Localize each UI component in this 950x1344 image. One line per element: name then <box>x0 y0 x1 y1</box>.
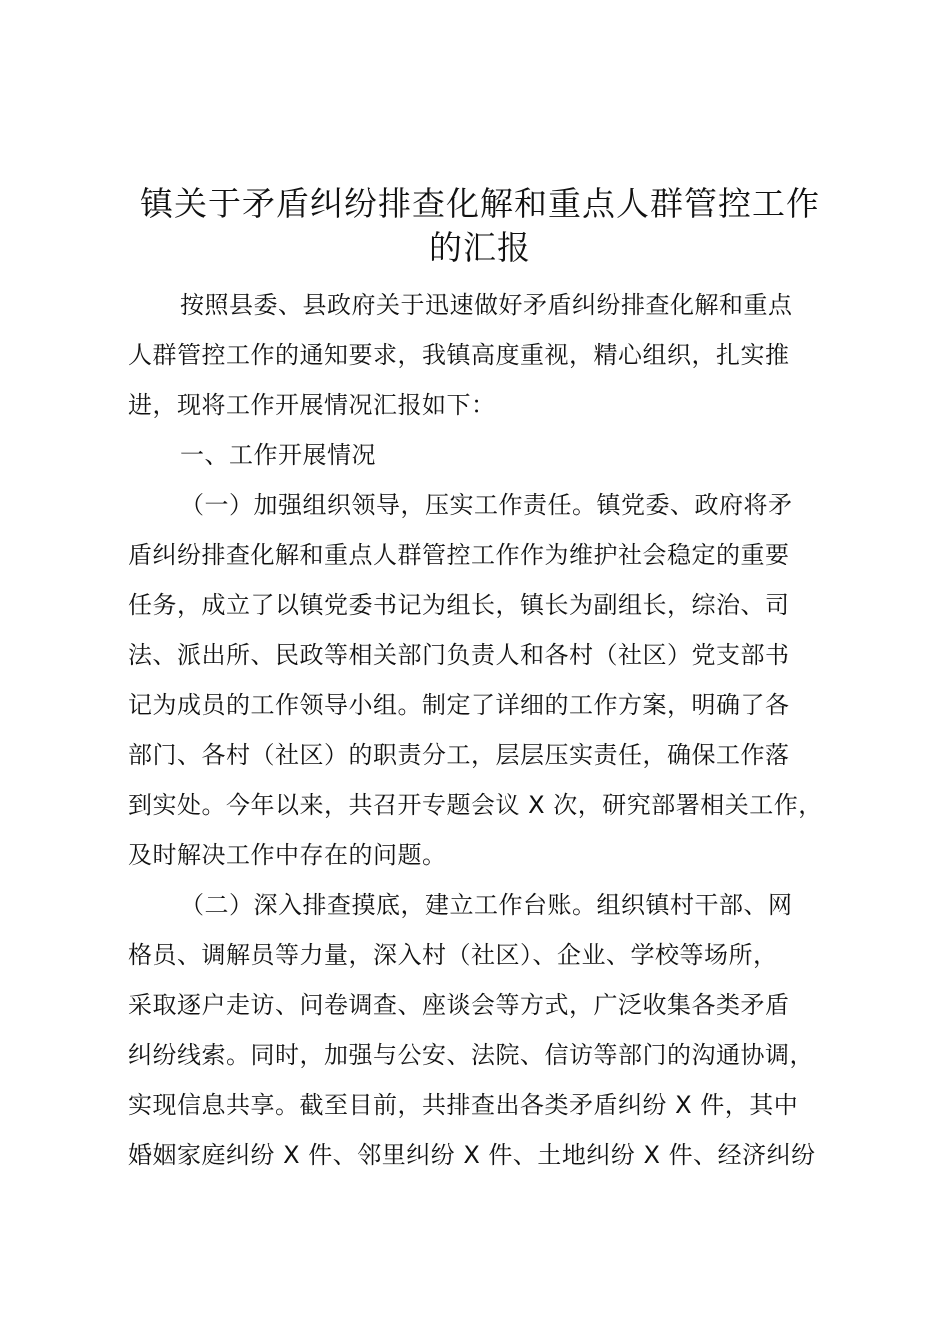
para2-line-2: 格员、调解员等力量，深入村（社区）、企业、学校等场所， <box>128 941 778 969</box>
para2-line-3: 采取逐户走访、问卷调查、座谈会等方式，广泛收集各类矛盾 <box>128 991 790 1019</box>
document-title <box>100 182 860 270</box>
section-heading-1: 一、工作开展情况 <box>180 441 376 469</box>
title-line-1: 镇关于矛盾纠纷排查化解和重点人群管控工作 <box>140 184 820 223</box>
document-body <box>128 280 868 1180</box>
para1-line-7: 到实处。今年以来，共召开专题会议 X 次，研究部署相关工作， <box>128 791 823 819</box>
para1-line-6: 部门、各村（社区）的职责分工，层层压实责任，确保工作落 <box>128 741 790 769</box>
para1-line-5: 记为成员的工作领导小组。制定了详细的工作方案，明确了各 <box>128 691 790 719</box>
para2-line-4: 纠纷线索。同时，加强与公安、法院、信访等部门的沟通协调， <box>128 1041 814 1069</box>
para2-line-6: 婚姻家庭纠纷 X 件、邻里纠纷 X 件、土地纠纷 X 件、经济纠纷 <box>128 1141 816 1169</box>
para1-line-1: （一）加强组织领导，压实工作责任。镇党委、政府将矛 <box>180 491 793 519</box>
para1-line-4: 法、派出所、民政等相关部门负责人和各村（社区）党支部书 <box>128 641 790 669</box>
para1-line-2: 盾纠纷排查化解和重点人群管控工作作为维护社会稳定的重要 <box>128 541 790 569</box>
para2-line-1: （二）深入排查摸底，建立工作台账。组织镇村干部、网 <box>180 891 793 919</box>
title-line-2: 的汇报 <box>429 228 531 267</box>
intro-line-2: 人群管控工作的通知要求，我镇高度重视，精心组织，扎实推 <box>128 341 790 369</box>
para1-line-8: 及时解决工作中存在的问题。 <box>128 841 447 869</box>
intro-line-1: 按照县委、县政府关于迅速做好矛盾纠纷排查化解和重点 <box>180 291 793 319</box>
para1-line-3: 任务，成立了以镇党委书记为组长，镇长为副组长，综治、司 <box>128 591 790 619</box>
intro-line-3: 进，现将工作开展情况汇报如下： <box>128 391 496 419</box>
para2-line-5: 实现信息共享。截至目前，共排查出各类矛盾纠纷 X 件，其中 <box>128 1091 799 1119</box>
